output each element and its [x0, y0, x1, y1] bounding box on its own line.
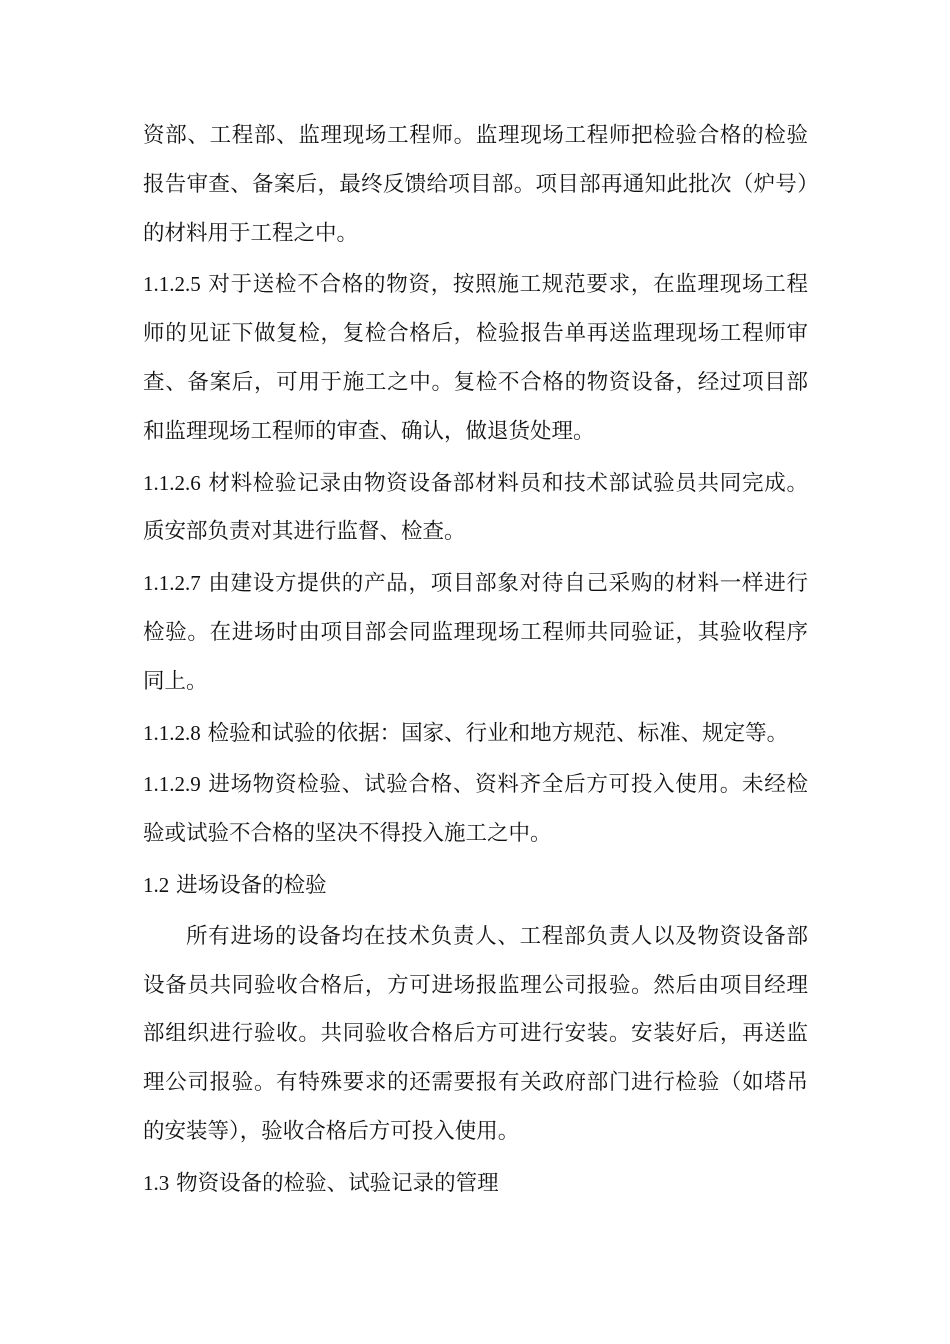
paragraph-equipment-inspection	[143, 913, 808, 1157]
paragraph-text: 进场物资检验、试验合格、资料齐全后方可投入使用。未经检验或试验不合格的坚决不得投入施工之中。	[143, 772, 808, 847]
paragraph-1-1-2-7	[143, 559, 808, 706]
paragraph-1-1-2-9	[143, 760, 808, 859]
paragraph-text: 检验和试验的依据：国家、行业和地方规范、标准、规定等。	[207, 720, 789, 746]
section-number: 1.1.2.7	[143, 571, 201, 596]
paragraph-1-1-2-6	[143, 459, 808, 558]
paragraph-1-1-2-8	[143, 709, 808, 759]
section-heading-1-3	[143, 1159, 808, 1209]
paragraph-text: 对于送检不合格的物资，按照施工规范要求，在监理现场工程师的见证下做复检，复检合格后，检验报告单再送监理现场工程师审查、备案后，可用于施工之中。复检不合格的物资设备，经过项目部和监理现场工程师的审查、确认，做退货处理。	[143, 272, 808, 444]
paragraph-text: 由建设方提供的产品，项目部象对待自己采购的材料一样进行检验。在进场时由项目部会同监理现场工程师共同验证，其验收程序同上。	[143, 571, 808, 694]
section-heading-text: 进场设备的检验	[176, 872, 327, 898]
paragraph-text: 所有进场的设备均在技术负责人、工程部负责人以及物资设备部设备员共同验收合格后，方可进场报监理公司报验。然后由项目经理部组织进行验收。共同验收合格后方可进行安装。安装好后，再送监理公司报验。有特殊要求的还需要报有关政府部门进行检验（如塔吊的安装等），验收合格后方可投入使用。	[143, 923, 808, 1144]
section-number: 1.1.2.9	[143, 772, 201, 797]
section-number: 1.2	[143, 872, 170, 897]
paragraph-text: 资部、工程部、监理现场工程师。监理现场工程师把检验合格的检验报告审查、备案后，最终反馈给项目部。项目部再通知此批次（炉号）的材料用于工程之中。	[143, 123, 808, 246]
paragraph-continuation	[143, 112, 808, 258]
document-body	[143, 112, 808, 1211]
paragraph-text: 材料检验记录由物资设备部材料员和技术部试验员共同完成。质安部负责对其进行监督、检查。	[143, 470, 808, 545]
paragraph-1-1-2-5	[143, 260, 808, 456]
section-number: 1.1.2.6	[143, 470, 201, 495]
section-heading-1-2	[143, 861, 808, 911]
section-heading-text: 物资设备的检验、试验记录的管理	[176, 1170, 499, 1196]
section-number: 1.3	[143, 1170, 170, 1195]
section-number: 1.1.2.8	[143, 720, 201, 745]
section-number: 1.1.2.5	[143, 272, 201, 297]
